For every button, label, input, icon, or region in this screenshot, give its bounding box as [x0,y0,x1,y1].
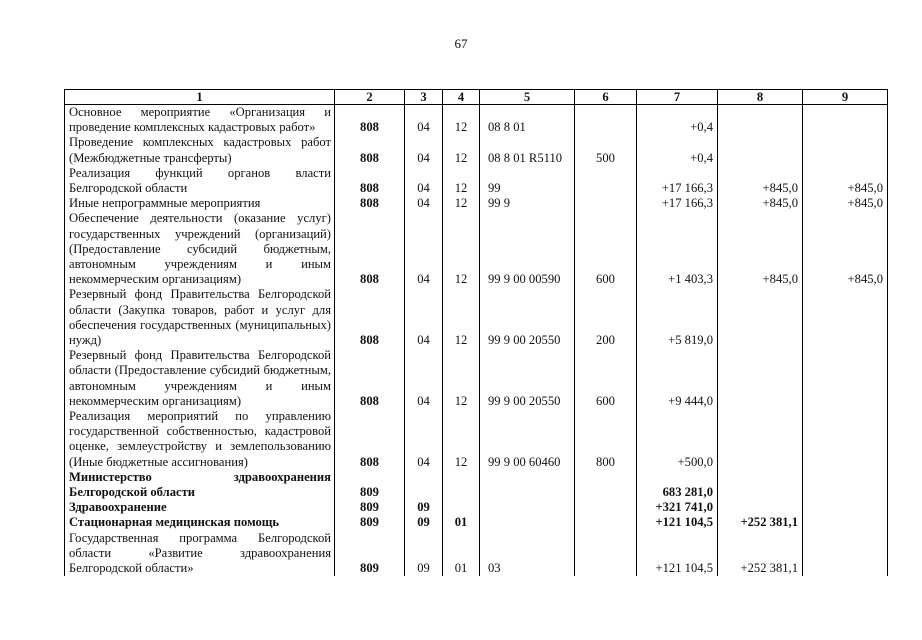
amount-cell: 683 281,0 [637,470,718,500]
row-name-cell: Министерство здравоохранения Белгородской области [65,470,335,500]
target-article-cell: 99 9 00 20550 [480,287,575,348]
amount-year3-cell [803,287,888,348]
table-row [65,348,888,409]
amount-year3-cell [803,515,888,530]
target-article-cell: 99 9 00 60460 [480,409,575,470]
gp-code-cell: 809 [335,515,405,530]
expense-type-cell [575,166,637,196]
amount-year3-cell: +845,0 [803,166,888,196]
subsection-cell: 12 [443,166,480,196]
amount-cell: +0,4 [637,105,718,136]
table-row [65,196,888,211]
gp-code-cell: 808 [335,196,405,211]
subsection-cell: 12 [443,287,480,348]
table-row [65,135,888,165]
gp-code-cell: 808 [335,409,405,470]
target-article-cell: 08 8 01 R5110 [480,135,575,165]
expense-type-cell [575,470,637,500]
amount-year2-cell: +845,0 [718,211,803,287]
amount-year3-cell [803,135,888,165]
amount-year3-cell [803,105,888,136]
section-cell: 04 [405,105,443,136]
amount-year2-cell: +845,0 [718,166,803,196]
subsection-cell [443,470,480,500]
table-row [65,500,888,515]
expense-type-cell [575,105,637,136]
gp-code-cell: 808 [335,287,405,348]
amount-year2-cell [718,135,803,165]
table-row [65,470,888,500]
row-name-cell: Реализация функций органов власти Белгородской области [65,166,335,196]
table-row [65,515,888,530]
amount-year3-cell: +845,0 [803,196,888,211]
target-article-cell: 08 8 01 [480,105,575,136]
expense-type-cell: 500 [575,135,637,165]
row-name-cell: Резервный фонд Правительства Белгородской области (Предоставление субсидий бюджетным, автономным учреждениям и иным некоммерческим организациям) [65,348,335,409]
subsection-cell [443,500,480,515]
expense-type-cell: 200 [575,287,637,348]
header-cell: 9 [803,90,888,105]
table-row [65,409,888,470]
subsection-cell: 12 [443,211,480,287]
section-cell: 04 [405,196,443,211]
amount-cell: +0,4 [637,135,718,165]
amount-year2-cell [718,287,803,348]
target-article-cell: 99 9 [480,196,575,211]
section-cell: 04 [405,135,443,165]
amount-year3-cell: +845,0 [803,211,888,287]
expense-type-cell [575,196,637,211]
table-row [65,166,888,196]
row-name-cell: Реализация мероприятий по управлению государственной собственностью, кадастровой оценке, землеустройству и землепользованию (Иные бюджетные ассигнования) [65,409,335,470]
table-header-row [65,90,888,105]
section-cell: 09 [405,515,443,530]
amount-year2-cell: +252 381,1 [718,531,803,577]
amount-year2-cell [718,105,803,136]
amount-cell: +17 166,3 [637,166,718,196]
amount-cell: +9 444,0 [637,348,718,409]
gp-code-cell: 809 [335,531,405,577]
row-name-cell: Государственная программа Белгородской области «Развитие здравоохранения Белгородской области» [65,531,335,577]
row-name-cell: Проведение комплексных кадастровых работ (Межбюджетные трансферты) [65,135,335,165]
row-name-cell: Основное мероприятие «Организация и проведение комплексных кадастровых работ» [65,105,335,136]
header-cell: 6 [575,90,637,105]
amount-cell: +321 741,0 [637,500,718,515]
section-cell: 09 [405,500,443,515]
subsection-cell: 12 [443,135,480,165]
section-cell: 04 [405,287,443,348]
amount-year3-cell [803,348,888,409]
page-number: 67 [454,36,468,51]
amount-year3-cell [803,500,888,515]
expense-type-cell [575,500,637,515]
section-cell [405,470,443,500]
amount-year2-cell: +845,0 [718,196,803,211]
subsection-cell: 12 [443,196,480,211]
amount-year2-cell [718,409,803,470]
expense-type-cell: 800 [575,409,637,470]
amount-cell: +1 403,3 [637,211,718,287]
header-cell: 2 [335,90,405,105]
subsection-cell: 01 [443,515,480,530]
section-cell: 04 [405,211,443,287]
gp-code-cell: 809 [335,470,405,500]
amount-year2-cell [718,348,803,409]
header-cell: 7 [637,90,718,105]
amount-cell: +5 819,0 [637,287,718,348]
target-article-cell: 03 [480,531,575,577]
table-row [65,105,888,136]
row-name-cell: Здравоохранение [65,500,335,515]
section-cell: 04 [405,409,443,470]
target-article-cell: 99 9 00 20550 [480,348,575,409]
row-name-cell: Иные непрограммные мероприятия [65,196,335,211]
target-article-cell: 99 [480,166,575,196]
header-cell: 3 [405,90,443,105]
amount-year2-cell [718,500,803,515]
subsection-cell: 01 [443,531,480,577]
amount-cell: +121 104,5 [637,531,718,577]
table-row [65,211,888,287]
target-article-cell [480,515,575,530]
table-row [65,287,888,348]
gp-code-cell: 808 [335,105,405,136]
expense-type-cell: 600 [575,211,637,287]
header-cell: 8 [718,90,803,105]
gp-code-cell: 808 [335,166,405,196]
amount-year2-cell: +252 381,1 [718,515,803,530]
row-name-cell: Резервный фонд Правительства Белгородской области (Закупка товаров, работ и услуг для обеспечения государственных (муниципальных) нужд) [65,287,335,348]
section-cell: 04 [405,166,443,196]
gp-code-cell: 808 [335,211,405,287]
subsection-cell: 12 [443,105,480,136]
table-row [65,531,888,577]
expense-type-cell [575,515,637,530]
target-article-cell [480,470,575,500]
header-cell: 1 [65,90,335,105]
amount-cell: +17 166,3 [637,196,718,211]
row-name-cell: Обеспечение деятельности (оказание услуг) государственных учреждений (организаций) (Предоставление субсидий бюджетным, автономным учреждениям и иным некоммерческим организациям) [65,211,335,287]
target-article-cell: 99 9 00 00590 [480,211,575,287]
header-cell: 5 [480,90,575,105]
budget-table [64,89,888,576]
section-cell: 09 [405,531,443,577]
amount-year3-cell [803,531,888,577]
header-cell: 4 [443,90,480,105]
amount-year3-cell [803,409,888,470]
section-cell: 04 [405,348,443,409]
subsection-cell: 12 [443,409,480,470]
expense-type-cell [575,531,637,577]
amount-cell: +500,0 [637,409,718,470]
amount-cell: +121 104,5 [637,515,718,530]
gp-code-cell: 808 [335,348,405,409]
subsection-cell: 12 [443,348,480,409]
expense-type-cell: 600 [575,348,637,409]
gp-code-cell: 809 [335,500,405,515]
row-name-cell: Стационарная медицинская помощь [65,515,335,530]
gp-code-cell: 808 [335,135,405,165]
amount-year3-cell [803,470,888,500]
target-article-cell [480,500,575,515]
table-body [65,105,888,577]
amount-year2-cell [718,470,803,500]
